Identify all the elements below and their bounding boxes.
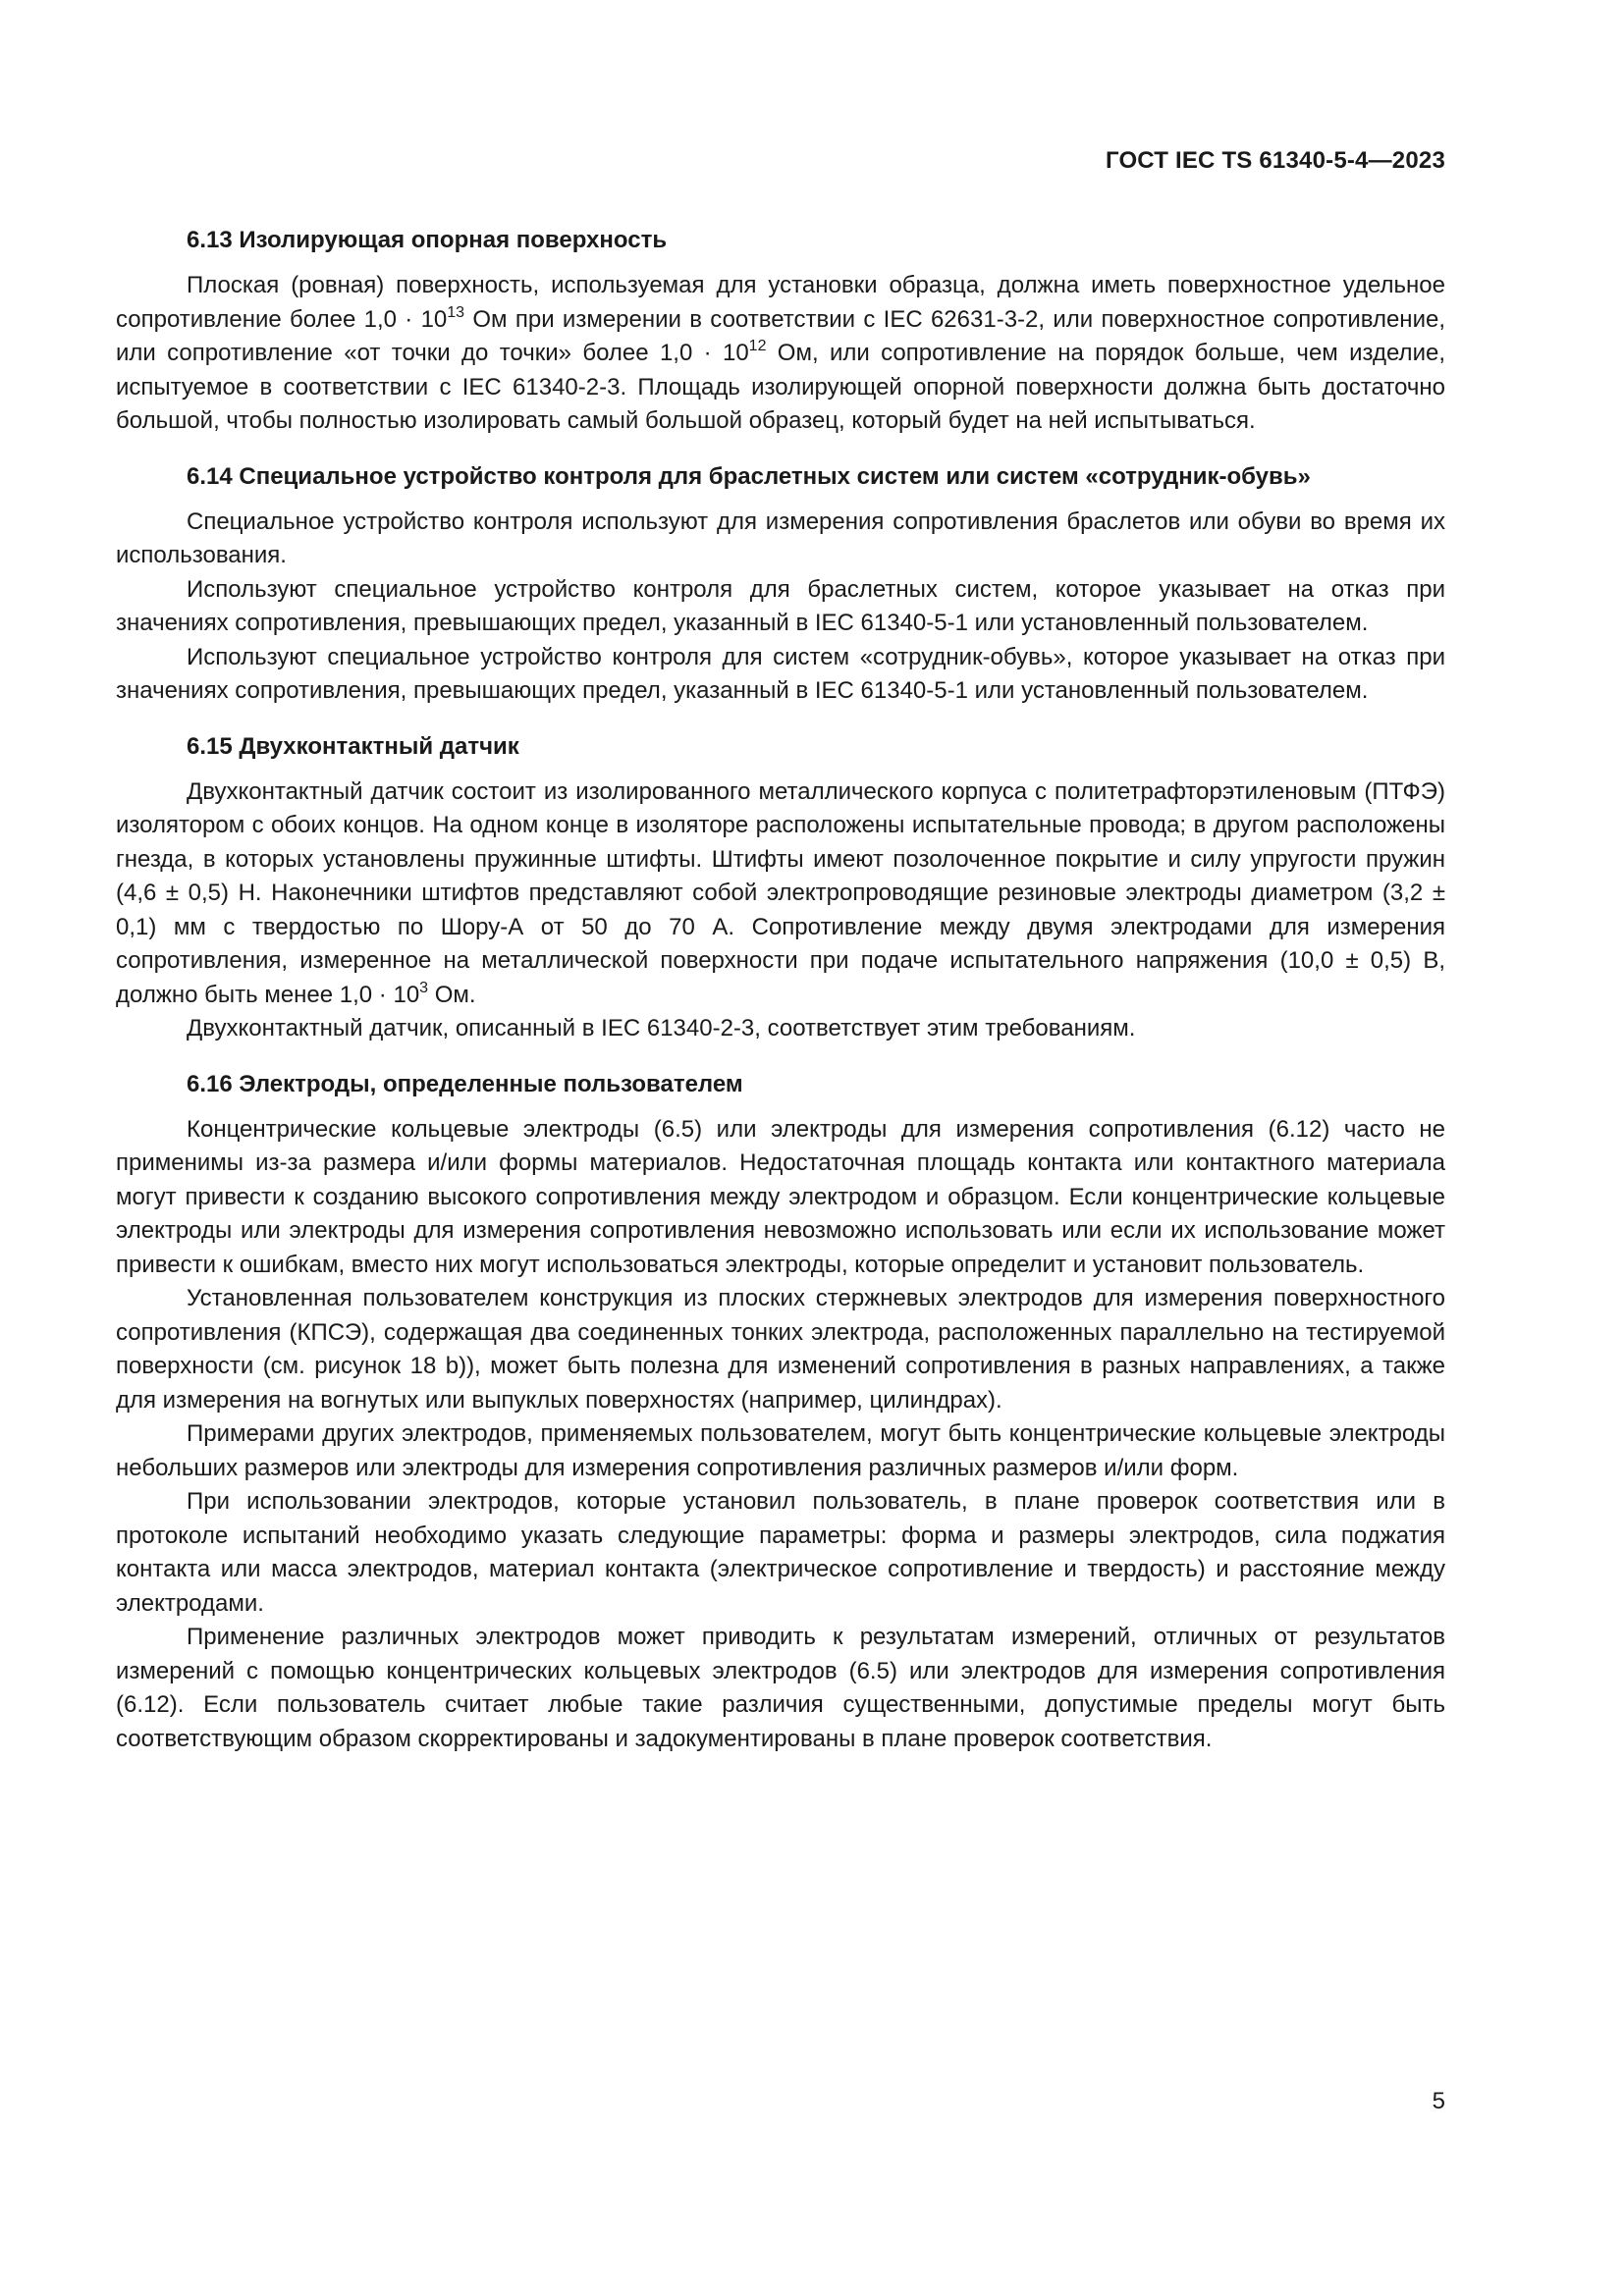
text-run: Используют специальное устройство контроля для браслетных систем, которое указывает на отказ при значениях сопротивления, превышающих предел, указанный в IEC 61340-5-1 или установленный пользователем. <box>116 575 1445 636</box>
section-heading: 6.14 Специальное устройство контроля для браслетных систем или систем «сотрудник-обувь» <box>187 462 1311 490</box>
paragraph <box>116 775 1445 1013</box>
document-body <box>116 224 1445 1778</box>
text-run: Плоская (ровная) поверхность, используемая для установки образца, должна иметь поверхностное удельное сопротивление более 1,0 · 10 <box>116 272 1445 333</box>
text-run: Двухконтактный датчик, описанный в IEC 61340-2-3, соответствует этим требованиям. <box>187 1015 1136 1041</box>
text-run: Ом при измерении в соответствии с IEC 62631-3-2, или поверхностное сопротивление, или сопротивление «от точки до точки» более 1,0 · 10 <box>116 305 1445 366</box>
paragraph <box>116 1417 1445 1485</box>
text-run: Используют специальное устройство контроля для систем «сотрудник-обувь», которое указывает на отказ при значениях сопротивления, превышающих предел, указанный в IEC 61340-5-1 или установленный пользователем. <box>116 643 1445 704</box>
section <box>116 460 1445 709</box>
page-number: 5 <box>1432 2088 1445 2114</box>
text-run: При использовании электродов, которые установил пользователь, в плане проверок соответствия или в протоколе испытаний необходимо указать следующие параметры: форма и размеры электродов, сила поджатия контакта или масса электродов, материал контакта (электрическое сопротивление и твердость) и расстояние между электродами. <box>116 1488 1445 1617</box>
text-run: Примерами других электродов, применяемых пользователем, могут быть концентрические кольцевые электроды небольших размеров или электроды для измерения сопротивления различных размеров и/или форм. <box>116 1420 1445 1481</box>
paragraph <box>116 1621 1445 1756</box>
section <box>116 1068 1445 1757</box>
section-heading: 6.13 Изолирующая опорная поверхность <box>187 227 668 253</box>
paragraph <box>116 506 1445 573</box>
text-run: Установленная пользователем конструкция из плоских стержневых электродов для измерения поверхностного сопротивления (КПСЭ), содержащая два соединенных тонких электрода, расположенных параллельно на тестируемой поверхности (см. рисунок 18 b)), может быть полезна для изменений сопротивления в разных направлениях, а также для измерения на вогнутых или выпуклых поверхностях (например, цилиндрах). <box>116 1285 1445 1414</box>
exponent: 12 <box>748 338 767 354</box>
paragraph <box>116 1282 1445 1417</box>
text-run: Применение различных электродов может приводить к результатам измерений, отличных от результатов измерений с помощью концентрических кольцевых электродов (6.5) или электродов для измерения сопротивления (6.12). Если пользователь считает любые такие различия существенными, допустимые пределы могут быть соответствующим образом скорректированы и задокументированы в плане проверок соответствия. <box>116 1624 1445 1752</box>
section-heading: 6.16 Электроды, определенные пользователем <box>187 1070 743 1097</box>
text-run: Концентрические кольцевые электроды (6.5) или электроды для измерения сопротивления (6.12) часто не применимы из-за размера и/или формы материалов. Недостаточная площадь контакта или контактного материала могут привести к созданию высокого сопротивления между электродом и образцом. Если концентрические кольцевые электроды или электроды для измерения сопротивления невозможно использовать или если их использование может привести к ошибкам, вместо них могут использоваться электроды, которые определит и установит пользователь. <box>116 1115 1445 1278</box>
text-run: Ом, или сопротивление на порядок больше, чем изделие, испытуемое в соответствии с IEC 61340-2-3. Площадь изолирующей опорной поверхности должна быть достаточно большой, чтобы полностью изолировать самый большой образец, который будет на ней испытываться. <box>116 340 1445 434</box>
standard-code-header: ГОСТ IEC TS 61340-5-4—2023 <box>1105 147 1445 174</box>
paragraph <box>116 269 1445 439</box>
paragraph <box>116 1012 1445 1046</box>
exponent: 13 <box>447 303 465 321</box>
text-run: Специальное устройство контроля используют для измерения сопротивления браслетов или обуви во время их использования. <box>116 507 1445 568</box>
paragraph <box>116 641 1445 709</box>
section <box>116 730 1445 1046</box>
paragraph <box>116 573 1445 641</box>
paragraph <box>116 1485 1445 1621</box>
section <box>116 224 1445 439</box>
exponent: 3 <box>419 979 429 996</box>
text-run: Ом. <box>428 981 476 1008</box>
text-run: Двухконтактный датчик состоит из изолированного металлического корпуса с политетрафторэтиленовым (ПТФЭ) изолятором с обоих концов. На одном конце в изоляторе расположены испытательные провода; в другом расположены гнезда, в которых установлены пружинные штифты. Штифты имеют позолоченное покрытие и силу упругости пружин (4,6 ± 0,5) Н. Наконечники штифтов представляют собой электропроводящие резиновые электроды диаметром (3,2 ± 0,1) мм с твердостью по Шору-А от 50 до 70 А. Сопротивление между двумя электродами для измерения сопротивления, измеренное на металлической поверхности при подаче испытательного напряжения (10,0 ± 0,5) В, должно быть менее 1,0 · 10 <box>116 777 1445 1008</box>
document-page <box>116 0 1445 2296</box>
paragraph <box>116 1113 1445 1283</box>
section-heading: 6.15 Двухконтактный датчик <box>187 732 519 760</box>
